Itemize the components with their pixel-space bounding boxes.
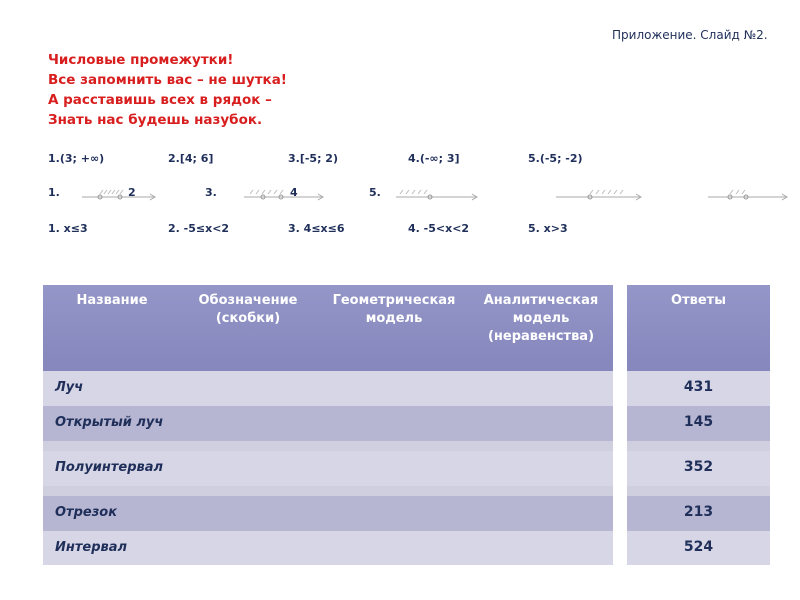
table-row [43, 406, 613, 441]
table-row [43, 496, 613, 531]
header-notation: Обозначение (скобки) [198, 293, 298, 326]
answer-row [627, 496, 770, 531]
table-row [43, 531, 613, 565]
poem [48, 50, 287, 130]
answer-value: 431 [683, 379, 714, 395]
inequality-item: 3. 4≤x≤6 [288, 222, 345, 235]
inequality-item: 1. x≤3 [48, 222, 88, 235]
row-label: Интервал [55, 540, 128, 555]
table-header [43, 285, 613, 371]
header-geometric: Геометрическая модель [332, 293, 456, 326]
answer-value: 352 [683, 459, 714, 475]
answer-row [627, 451, 770, 486]
inequality-item: 4. -5<x<2 [408, 222, 470, 235]
poem-line: Числовые промежутки! [48, 52, 234, 68]
line-number: 3. [205, 186, 217, 199]
answer-row [627, 531, 770, 565]
interval-table [43, 285, 613, 565]
header-analytic: Аналитическая модель (неравенства) [483, 293, 599, 344]
answer-value: 145 [683, 414, 714, 430]
poem-line: А расставишь всех в рядок – [48, 92, 272, 108]
row-label: Полуинтервал [55, 460, 164, 475]
line-number: 4 [290, 186, 298, 199]
answer-row [627, 371, 770, 406]
number-line-graphics [0, 180, 800, 214]
interval-item: 2.[4; 6] [168, 152, 214, 165]
answers-title: Ответы [671, 293, 726, 308]
row-label: Открытый луч [55, 415, 164, 430]
poem-line: Знать нас будешь назубок. [48, 112, 263, 128]
slide-subtitle: Приложение. Слайд №2. [612, 28, 768, 42]
interval-item: 4.(-∞; 3] [408, 152, 460, 165]
number-lines-row [0, 180, 800, 214]
interval-item: 3.[-5; 2) [288, 152, 338, 165]
inequality-item: 5. x>3 [528, 222, 568, 235]
interval-item: 5.(-5; -2) [528, 152, 583, 165]
row-label: Отрезок [55, 505, 118, 520]
line-number: 2 [128, 186, 136, 199]
answers-header [627, 285, 770, 371]
answer-row [627, 406, 770, 441]
table-row [43, 371, 613, 406]
inequality-item: 2. -5≤x<2 [168, 222, 230, 235]
line-number: 1. [48, 186, 60, 199]
line-number: 5. [369, 186, 381, 199]
poem-line: Все запомнить вас – не шутка! [48, 72, 287, 88]
answer-value: 213 [683, 504, 714, 520]
header-name: Название [76, 293, 148, 308]
answer-value: 524 [683, 539, 714, 555]
interval-item: 1.(3; +∞) [48, 152, 105, 165]
answers-table [627, 285, 770, 565]
table-row [43, 451, 613, 486]
row-label: Луч [55, 380, 84, 395]
